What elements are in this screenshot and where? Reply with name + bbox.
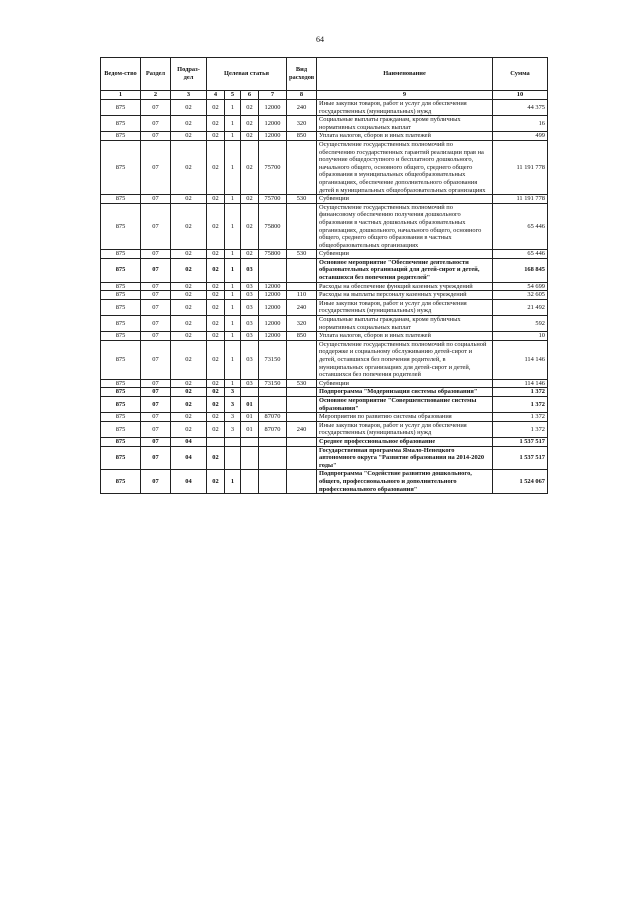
table-row [101, 470, 548, 494]
cs4-cell: 12000 [259, 332, 287, 341]
podrazdel-cell: 02 [171, 396, 207, 412]
name-cell: Уплата налогов, сборов и иных платежей [317, 132, 493, 141]
cs1-cell: 02 [207, 291, 225, 300]
vid-cell [287, 340, 317, 379]
vid-cell: 530 [287, 195, 317, 204]
cs4-cell: 75700 [259, 140, 287, 194]
cs2-cell: 1 [225, 250, 241, 259]
sum-cell: 592 [493, 316, 548, 332]
cs4-cell: 73150 [259, 340, 287, 379]
table-body [101, 58, 548, 494]
razdel-cell: 07 [141, 203, 171, 250]
table-row [101, 132, 548, 141]
header-vedomstvo: Ведом-ство [101, 58, 141, 91]
table-row [101, 379, 548, 388]
vid-cell: 530 [287, 250, 317, 259]
podrazdel-cell: 04 [171, 470, 207, 494]
col-number: 6 [241, 91, 259, 100]
ved-cell: 875 [101, 195, 141, 204]
col-number: 9 [317, 91, 493, 100]
podrazdel-cell: 02 [171, 258, 207, 282]
vid-cell [287, 282, 317, 291]
sum-cell: 1 372 [493, 413, 548, 422]
cs3-cell [241, 470, 259, 494]
razdel-cell: 07 [141, 413, 171, 422]
name-cell: Расходы на обеспечение функций казенных учреждений [317, 282, 493, 291]
col-number: 2 [141, 91, 171, 100]
podrazdel-cell: 02 [171, 116, 207, 132]
podrazdel-cell: 02 [171, 195, 207, 204]
ved-cell: 875 [101, 446, 141, 470]
cs3-cell [241, 437, 259, 446]
vid-cell [287, 413, 317, 422]
sum-cell: 1 372 [493, 421, 548, 437]
header-vid-rashodov: Вид расходов [287, 58, 317, 91]
sum-cell: 65 446 [493, 203, 548, 250]
ved-cell: 875 [101, 316, 141, 332]
podrazdel-cell: 02 [171, 250, 207, 259]
cs4-cell: 75700 [259, 195, 287, 204]
table-row [101, 340, 548, 379]
cs3-cell: 02 [241, 195, 259, 204]
podrazdel-cell: 02 [171, 282, 207, 291]
razdel-cell: 07 [141, 116, 171, 132]
col-number: 10 [493, 91, 548, 100]
razdel-cell: 07 [141, 100, 171, 116]
ved-cell: 875 [101, 388, 141, 397]
cs3-cell: 01 [241, 421, 259, 437]
header-summa: Сумма [493, 58, 548, 91]
cs4-cell: 87070 [259, 413, 287, 422]
cs3-cell: 02 [241, 116, 259, 132]
cs2-cell: 1 [225, 100, 241, 116]
name-cell: Государственная программа Ямало-Ненецкого автономного округа "Развитие образования на 2014-2020 годы" [317, 446, 493, 470]
ved-cell: 875 [101, 291, 141, 300]
cs4-cell: 12000 [259, 316, 287, 332]
table-row [101, 299, 548, 315]
cs4-cell: 12000 [259, 116, 287, 132]
cs3-cell: 02 [241, 100, 259, 116]
sum-cell: 11 191 778 [493, 140, 548, 194]
podrazdel-cell: 02 [171, 132, 207, 141]
table-row [101, 100, 548, 116]
ved-cell: 875 [101, 413, 141, 422]
cs2-cell: 1 [225, 116, 241, 132]
col-number: 8 [287, 91, 317, 100]
razdel-cell: 07 [141, 446, 171, 470]
cs3-cell: 01 [241, 396, 259, 412]
razdel-cell: 07 [141, 299, 171, 315]
name-cell: Субвенции [317, 379, 493, 388]
razdel-cell: 07 [141, 195, 171, 204]
cs2-cell: 1 [225, 299, 241, 315]
podrazdel-cell: 02 [171, 291, 207, 300]
vid-cell: 320 [287, 116, 317, 132]
cs1-cell: 02 [207, 203, 225, 250]
name-cell: Среднее профессиональное образование [317, 437, 493, 446]
cs2-cell: 1 [225, 340, 241, 379]
header-naimenovanie: Наименование [317, 58, 493, 91]
razdel-cell: 07 [141, 437, 171, 446]
ved-cell: 875 [101, 340, 141, 379]
cs2-cell: 1 [225, 258, 241, 282]
table-row [101, 282, 548, 291]
cs1-cell: 02 [207, 332, 225, 341]
cs2-cell: 1 [225, 140, 241, 194]
razdel-cell: 07 [141, 140, 171, 194]
podrazdel-cell: 02 [171, 203, 207, 250]
vid-cell: 530 [287, 379, 317, 388]
cs3-cell: 01 [241, 413, 259, 422]
cs4-cell [259, 388, 287, 397]
cs1-cell [207, 437, 225, 446]
ved-cell: 875 [101, 132, 141, 141]
sum-cell: 1 372 [493, 396, 548, 412]
sum-cell: 44 375 [493, 100, 548, 116]
cs4-cell: 12000 [259, 100, 287, 116]
cs4-cell: 12000 [259, 282, 287, 291]
vid-cell: 240 [287, 299, 317, 315]
cs4-cell: 73150 [259, 379, 287, 388]
vid-cell [287, 437, 317, 446]
cs3-cell: 02 [241, 250, 259, 259]
sum-cell: 65 446 [493, 250, 548, 259]
razdel-cell: 07 [141, 379, 171, 388]
podrazdel-cell: 02 [171, 421, 207, 437]
ved-cell: 875 [101, 470, 141, 494]
ved-cell: 875 [101, 116, 141, 132]
cs1-cell: 02 [207, 140, 225, 194]
cs3-cell: 03 [241, 379, 259, 388]
table-row [101, 140, 548, 194]
vid-cell: 240 [287, 421, 317, 437]
cs3-cell [241, 446, 259, 470]
cs4-cell: 12000 [259, 291, 287, 300]
budget-table [100, 57, 548, 494]
ved-cell: 875 [101, 258, 141, 282]
table-row [101, 195, 548, 204]
name-cell: Социальные выплаты гражданам, кроме публичных нормативных социальных выплат [317, 116, 493, 132]
cs3-cell [241, 388, 259, 397]
table-row [101, 388, 548, 397]
vid-cell [287, 140, 317, 194]
ved-cell: 875 [101, 396, 141, 412]
cs2-cell [225, 437, 241, 446]
cs4-cell: 75800 [259, 250, 287, 259]
ved-cell: 875 [101, 203, 141, 250]
podrazdel-cell: 02 [171, 316, 207, 332]
col-number: 5 [225, 91, 241, 100]
cs2-cell: 3 [225, 388, 241, 397]
cs2-cell: 3 [225, 421, 241, 437]
table-row [101, 332, 548, 341]
cs1-cell: 02 [207, 446, 225, 470]
vid-cell: 110 [287, 291, 317, 300]
cs1-cell: 02 [207, 299, 225, 315]
ved-cell: 875 [101, 332, 141, 341]
razdel-cell: 07 [141, 340, 171, 379]
cs1-cell: 02 [207, 413, 225, 422]
sum-cell: 54 699 [493, 282, 548, 291]
name-cell: Осуществление государственных полномочий по социальной поддержке и социальному обслуживанию детей-сирот и детей, оставшихся без попечения родителей, в муниципальных организациях для детей-сирот и детей, оставшихся без попечения родителей [317, 340, 493, 379]
podrazdel-cell: 02 [171, 388, 207, 397]
cs3-cell: 03 [241, 299, 259, 315]
name-cell: Осуществление государственных полномочий по обеспечению государственных гарантий реализации прав на получение общедоступного и бесплатного дошкольного, начального общего, основного общего, среднего общего образования в муниципальных общеобразовательных организациях, обеспечение дополнительного образования детей в муниципальных общеобразовательных организациях [317, 140, 493, 194]
cs4-cell: 87070 [259, 421, 287, 437]
name-cell: Основное мероприятие "Совершенствование системы образования" [317, 396, 493, 412]
vid-cell: 850 [287, 332, 317, 341]
razdel-cell: 07 [141, 421, 171, 437]
razdel-cell: 07 [141, 291, 171, 300]
cs2-cell: 1 [225, 282, 241, 291]
cs1-cell: 02 [207, 100, 225, 116]
col-number: 4 [207, 91, 225, 100]
sum-cell: 21 492 [493, 299, 548, 315]
sum-cell: 1 372 [493, 388, 548, 397]
vid-cell [287, 258, 317, 282]
vid-cell: 240 [287, 100, 317, 116]
cs1-cell: 02 [207, 340, 225, 379]
razdel-cell: 07 [141, 470, 171, 494]
ved-cell: 875 [101, 282, 141, 291]
sum-cell: 32 605 [493, 291, 548, 300]
sum-cell: 16 [493, 116, 548, 132]
table-row [101, 258, 548, 282]
ved-cell: 875 [101, 250, 141, 259]
cs3-cell: 03 [241, 316, 259, 332]
razdel-cell: 07 [141, 332, 171, 341]
cs1-cell: 02 [207, 116, 225, 132]
cs1-cell: 02 [207, 379, 225, 388]
cs2-cell: 1 [225, 470, 241, 494]
cs1-cell: 02 [207, 396, 225, 412]
cs1-cell: 02 [207, 250, 225, 259]
cs2-cell: 1 [225, 291, 241, 300]
cs2-cell: 1 [225, 379, 241, 388]
cs4-cell: 75800 [259, 203, 287, 250]
table-row [101, 291, 548, 300]
sum-cell: 11 191 778 [493, 195, 548, 204]
razdel-cell: 07 [141, 282, 171, 291]
table-header-row [101, 58, 548, 91]
name-cell: Иные закупки товаров, работ и услуг для обеспечения государственных (муниципальных) нужд [317, 299, 493, 315]
table-row [101, 116, 548, 132]
cs1-cell: 02 [207, 316, 225, 332]
cs2-cell: 1 [225, 195, 241, 204]
cs3-cell: 02 [241, 132, 259, 141]
podrazdel-cell: 02 [171, 140, 207, 194]
cs4-cell [259, 470, 287, 494]
cs1-cell: 02 [207, 282, 225, 291]
sum-cell: 1 524 067 [493, 470, 548, 494]
cs3-cell: 02 [241, 203, 259, 250]
vid-cell [287, 446, 317, 470]
sum-cell: 1 537 517 [493, 446, 548, 470]
cs3-cell: 03 [241, 332, 259, 341]
cs1-cell: 02 [207, 421, 225, 437]
podrazdel-cell: 02 [171, 413, 207, 422]
name-cell: Субвенции [317, 195, 493, 204]
podrazdel-cell: 04 [171, 437, 207, 446]
sum-cell: 1 537 517 [493, 437, 548, 446]
ved-cell: 875 [101, 299, 141, 315]
vid-cell [287, 396, 317, 412]
cs1-cell: 02 [207, 132, 225, 141]
header-podrazdel: Подраз-дел [171, 58, 207, 91]
vid-cell [287, 388, 317, 397]
cs1-cell: 02 [207, 388, 225, 397]
vid-cell: 320 [287, 316, 317, 332]
ved-cell: 875 [101, 421, 141, 437]
podrazdel-cell: 02 [171, 340, 207, 379]
cs4-cell [259, 446, 287, 470]
cs4-cell: 12000 [259, 299, 287, 315]
header-razdel: Раздел [141, 58, 171, 91]
podrazdel-cell: 02 [171, 299, 207, 315]
cs2-cell: 1 [225, 316, 241, 332]
sum-cell: 168 845 [493, 258, 548, 282]
vid-cell: 850 [287, 132, 317, 141]
ved-cell: 875 [101, 437, 141, 446]
sum-cell: 114 146 [493, 379, 548, 388]
podrazdel-cell: 02 [171, 379, 207, 388]
col-number: 7 [259, 91, 287, 100]
name-cell: Подпрограмма "Содействие развитию дошкольного, общего, профессионального и дополнительного профессионального образования" [317, 470, 493, 494]
cs2-cell: 3 [225, 396, 241, 412]
name-cell: Осуществление государственных полномочий по финансовому обеспечению получения дошкольного образования в частных дошкольных образовательных организациях, дошкольного, начального общего, основного общего, среднего общего образования в частных общеобразовательных организациях [317, 203, 493, 250]
cs3-cell: 02 [241, 140, 259, 194]
name-cell: Социальные выплаты гражданам, кроме публичных нормативных социальных выплат [317, 316, 493, 332]
cs3-cell: 03 [241, 258, 259, 282]
name-cell: Иные закупки товаров, работ и услуг для обеспечения государственных (муниципальных) нужд [317, 100, 493, 116]
sum-cell: 114 146 [493, 340, 548, 379]
column-number-row [101, 91, 548, 100]
cs2-cell: 1 [225, 132, 241, 141]
razdel-cell: 07 [141, 250, 171, 259]
table-row [101, 413, 548, 422]
name-cell: Иные закупки товаров, работ и услуг для обеспечения государственных (муниципальных) нужд [317, 421, 493, 437]
header-celevaya-statya: Целевая статья [207, 58, 287, 91]
cs2-cell: 3 [225, 413, 241, 422]
cs1-cell: 02 [207, 470, 225, 494]
table-row [101, 250, 548, 259]
name-cell: Мероприятия по развитию системы образования [317, 413, 493, 422]
cs2-cell [225, 446, 241, 470]
podrazdel-cell: 02 [171, 332, 207, 341]
table-row [101, 437, 548, 446]
table-row [101, 421, 548, 437]
cs3-cell: 03 [241, 282, 259, 291]
page-number: 64 [316, 35, 324, 44]
table-row [101, 203, 548, 250]
table-row [101, 316, 548, 332]
razdel-cell: 07 [141, 132, 171, 141]
name-cell: Субвенции [317, 250, 493, 259]
name-cell: Уплата налогов, сборов и иных платежей [317, 332, 493, 341]
col-number: 3 [171, 91, 207, 100]
razdel-cell: 07 [141, 258, 171, 282]
razdel-cell: 07 [141, 388, 171, 397]
cs3-cell: 03 [241, 340, 259, 379]
podrazdel-cell: 04 [171, 446, 207, 470]
table-row [101, 446, 548, 470]
razdel-cell: 07 [141, 396, 171, 412]
name-cell: Расходы на выплаты персоналу казенных учреждений [317, 291, 493, 300]
name-cell: Основное мероприятие "Обеспечение деятельности образовательных организаций для детей-сирот и детей, оставшихся без попечения родителей" [317, 258, 493, 282]
razdel-cell: 07 [141, 316, 171, 332]
cs3-cell: 03 [241, 291, 259, 300]
ved-cell: 875 [101, 100, 141, 116]
cs4-cell [259, 437, 287, 446]
vid-cell [287, 203, 317, 250]
cs4-cell [259, 396, 287, 412]
cs1-cell: 02 [207, 258, 225, 282]
col-number: 1 [101, 91, 141, 100]
cs2-cell: 1 [225, 332, 241, 341]
name-cell: Подпрограмма "Модернизация системы образования" [317, 388, 493, 397]
sum-cell: 499 [493, 132, 548, 141]
vid-cell [287, 470, 317, 494]
cs4-cell: 12000 [259, 132, 287, 141]
cs1-cell: 02 [207, 195, 225, 204]
sum-cell: 10 [493, 332, 548, 341]
cs4-cell [259, 258, 287, 282]
cs2-cell: 1 [225, 203, 241, 250]
podrazdel-cell: 02 [171, 100, 207, 116]
ved-cell: 875 [101, 379, 141, 388]
ved-cell: 875 [101, 140, 141, 194]
table-row [101, 396, 548, 412]
